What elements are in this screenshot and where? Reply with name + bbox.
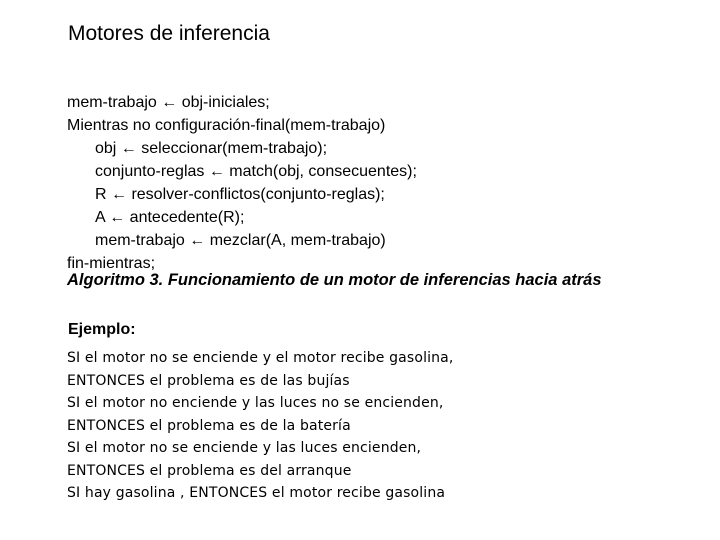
algorithm-line: mem-trabajo ← mezclar(A, mem-trabajo): [95, 232, 386, 249]
algorithm-line: obj ← seleccionar(mem-trabajo);: [95, 140, 328, 157]
algorithm-caption: Algoritmo 3. Funcionamiento de un motor de inferencias hacia atrás: [67, 271, 602, 289]
example-rules: [67, 347, 454, 505]
rule-line: SI el motor no se enciende y las luces encienden,: [67, 440, 422, 456]
rule-line: SI el motor no se enciende y el motor recibe gasolina,: [67, 350, 454, 366]
algorithm-line: Mientras no configuración-final(mem-trabajo): [67, 117, 386, 134]
algorithm-block: [67, 91, 417, 275]
algorithm-line: A ← antecedente(R);: [95, 209, 245, 226]
algorithm-line: mem-trabajo ← obj-iniciales;: [67, 94, 270, 111]
rule-line: SI hay gasolina , ENTONCES el motor recibe gasolina: [67, 485, 446, 501]
algorithm-line: fin-mientras;: [67, 255, 156, 272]
algorithm-line: conjunto-reglas ← match(obj, consecuentes);: [95, 163, 417, 180]
example-heading: Ejemplo:: [68, 321, 136, 338]
page-title: Motores de inferencia: [68, 22, 270, 45]
algorithm-line: R ← resolver-conflictos(conjunto-reglas);: [95, 186, 385, 203]
rule-line: ENTONCES el problema es del arranque: [67, 462, 352, 479]
rule-line: ENTONCES el problema es de la batería: [67, 417, 351, 434]
rule-line: ENTONCES el problema es de las bujías: [67, 372, 350, 389]
rule-line: SI el motor no enciende y las luces no se encienden,: [67, 395, 444, 411]
